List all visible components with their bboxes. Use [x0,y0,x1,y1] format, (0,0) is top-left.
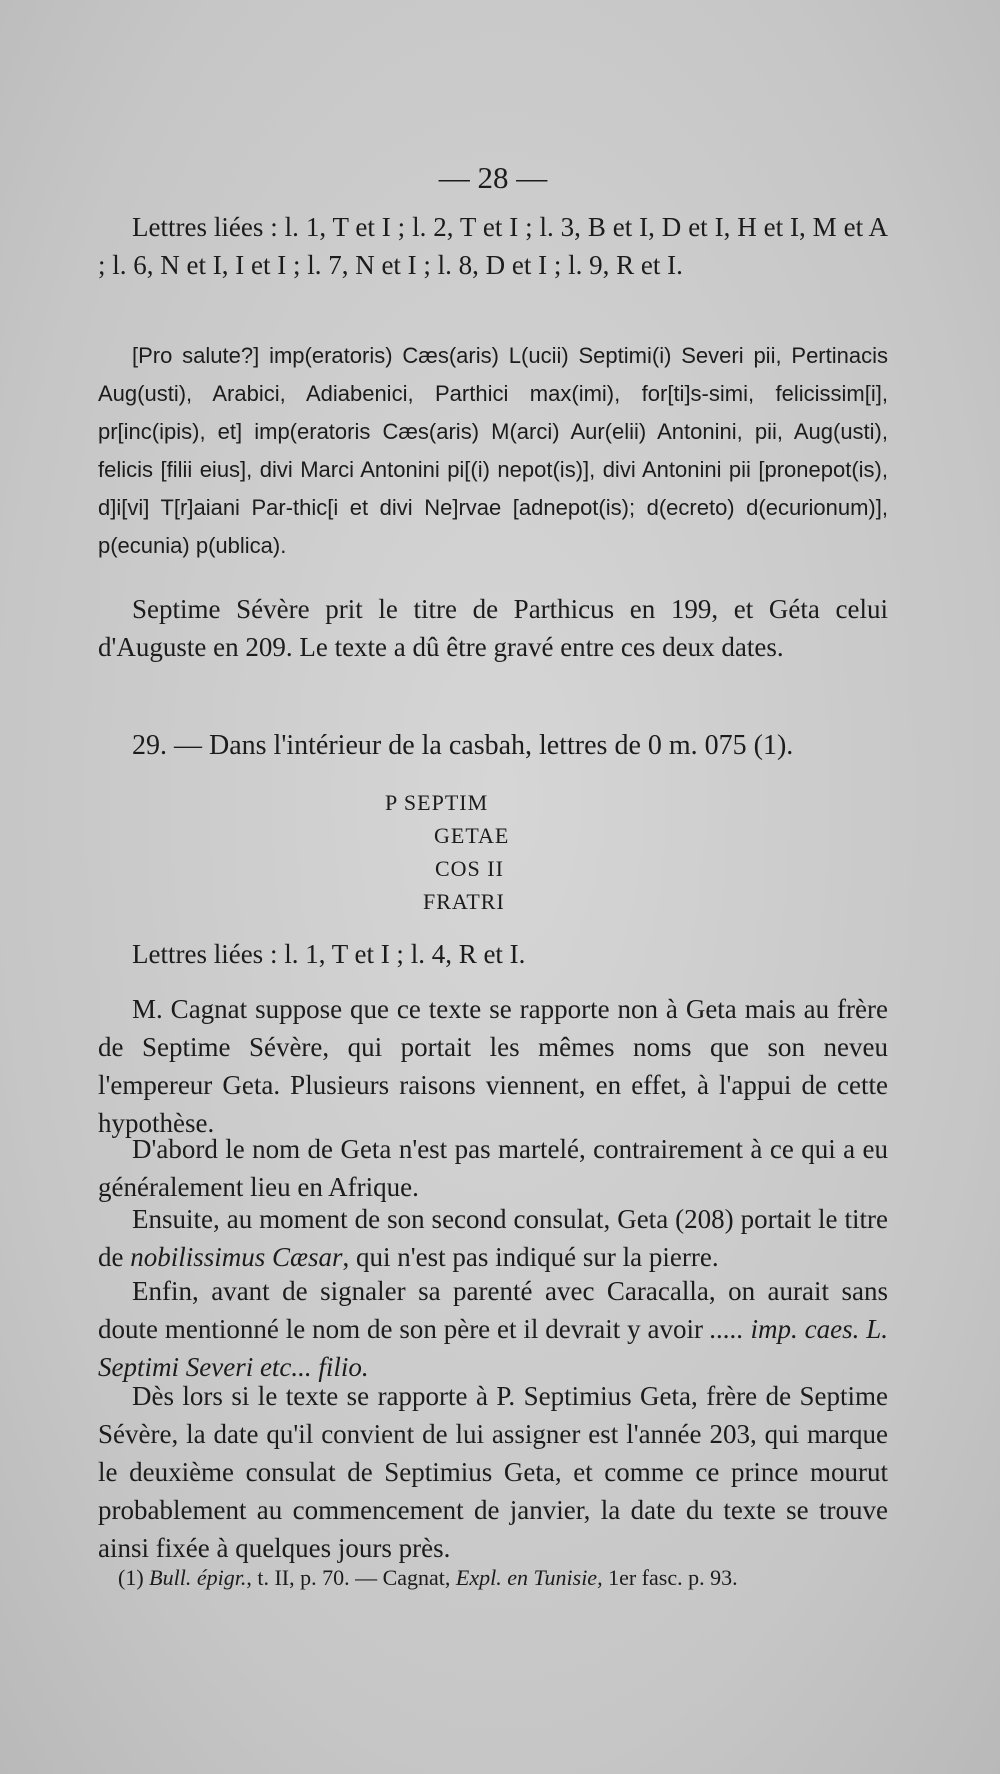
inscription-line-2: GETAE [434,823,510,848]
emphasis-filio: ..... imp. caes. L. Septimi Severi etc... filio. [98,1314,888,1382]
inscription-28-transcription: [Pro salute?] imp(eratoris) Cæs(aris) L(ucii) Septimi(i) Severi pii, Pertinacis Aug(usti), Arabici, Adiabenici, Parthici max(imi), for[ti]s-simi, felicissim[i], pr[inc(ipis), et] imp(eratoris Cæs(aris) M(arci) Aur(elii) Antonini, pii, Aug(usti), felicis [filii eius], divi Marci Antonini pi[(i) nepot(is)], divi Antonini pii [pronepot(is), d]i[vi] T[r]aiani Par-thic[i et divi Ne]rvae [adnepot(is); d(ecreto) d(ecurionum)], p(ecunia) p(ublica). [98,343,888,558]
paragraph-conclusion: Dès lors si le texte se rapporte à P. Septimius Geta, frère de Septime Sévère, la date qu'il convient de lui assigner est l'année 203, qui marque le deuxième consulat de Septimius Geta, et comme ce prince mourut probablement au commencement de janvier, la date du texte se trouve ainsi fixée à quelques jours près. [98,1381,888,1563]
paragraph-cagnat-hypothesis: M. Cagnat suppose que ce texte se rapporte non à Geta mais au frère de Septime Sévère, qui portait les mêmes noms que son neveu l'empereur Geta. Plusieurs raisons viennent, en effet, à l'appui de cette hypothèse. [98,994,888,1138]
paragraph-severe-dates: Septime Sévère prit le titre de Parthicus en 199, et Géta celui d'Auguste en 209. Le texte a dû être gravé entre ces deux dates. [98,594,888,662]
ligatures-note-2: Lettres liées : l. 1, T et I ; l. 4, R et I. [132,939,526,969]
footnote: (1) Bull. épigr., t. II, p. 70. — Cagnat, Expl. en Tunisie, 1er fasc. p. 93. [118,1565,738,1590]
paragraph-caracalla: Enfin, avant de signaler sa parenté avec Caracalla, on aurait sans doute mentionné le nom de son père et il devrait y avoir ..... imp. caes. L. Septimi Severi etc... filio. [98,1276,888,1382]
ligatures-note-1: Lettres liées : l. 1, T et I ; l. 2, T et I ; l. 3, B et I, D et I, H et I, M et A ; l. 6, N et I, I et I ; l. 7, N et I ; l. 8, D et I ; l. 9, R et I. [98,212,888,280]
paragraph-second-consulate: Ensuite, au moment de son second consulat, Geta (208) portait le titre de nobilissimus Cæsar, qui n'est pas indiqué sur la pierre. [98,1204,888,1272]
inscription-line-3: COS II [435,856,504,881]
paragraph-not-hammered: D'abord le nom de Geta n'est pas martelé, contrairement à ce qui a eu généralement lieu en Afrique. [98,1134,888,1202]
inscription-line-1: P SEPTIM [385,790,489,815]
inscription-line-4: FRATRI [423,889,505,914]
heading-inscription-29: 29. — Dans l'intérieur de la casbah, lettres de 0 m. 075 (1). [132,730,794,761]
page-number: — 28 — [438,160,548,195]
emphasis-nobilissimus: nobilissimus Cæsar [130,1242,343,1272]
